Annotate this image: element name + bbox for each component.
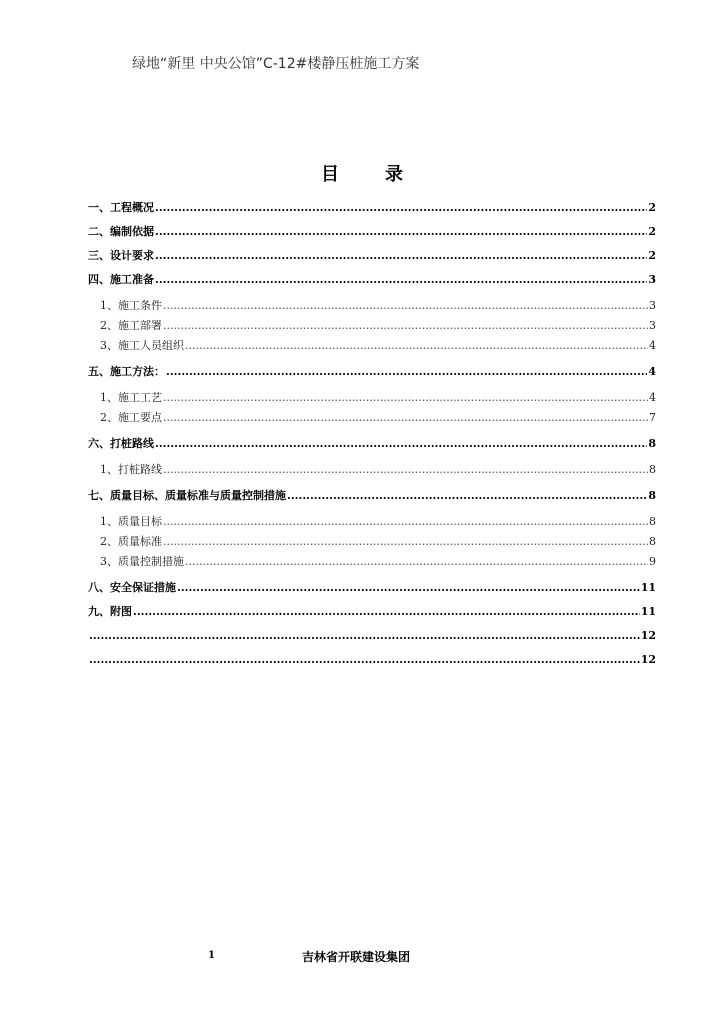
toc-entry-page: 9 <box>649 555 656 568</box>
toc-entry-page: 2 <box>648 201 656 214</box>
toc-entry-page: 11 <box>640 605 656 618</box>
toc-leader-dots <box>163 296 648 316</box>
toc-entry[interactable] <box>88 648 656 672</box>
toc-subentry[interactable] <box>88 460 656 480</box>
toc-entry-page: 8 <box>648 437 656 450</box>
toc-entry-label: 2、施工部署 <box>100 319 162 332</box>
toc-leader-dots <box>133 600 640 624</box>
toc-entry-label: 1、质量目标 <box>100 515 162 528</box>
toc-subentry[interactable] <box>88 336 656 356</box>
toc-entry[interactable] <box>88 432 656 456</box>
toc-entry[interactable] <box>88 576 656 600</box>
toc-entry[interactable] <box>88 220 656 244</box>
toc-subentry[interactable] <box>88 532 656 552</box>
toc-entry[interactable] <box>88 360 656 384</box>
toc-entry-label: 四、施工准备 <box>88 273 154 286</box>
toc-entry-label: 3、施工人员组织 <box>100 339 184 352</box>
toc-leader-dots <box>163 408 648 428</box>
toc-entry[interactable] <box>88 624 656 648</box>
toc-entry-page: 12 <box>640 653 656 666</box>
toc-leader-dots <box>163 316 648 336</box>
toc-subentry[interactable] <box>88 296 656 316</box>
toc-entry-label: 九、附图 <box>88 605 132 618</box>
toc-entry-label: 1、施工工艺 <box>100 391 162 404</box>
toc-entry-label: 2、质量标准 <box>100 535 162 548</box>
toc-leader-dots <box>185 336 648 356</box>
toc-entry[interactable] <box>88 484 656 508</box>
toc-heading <box>0 160 724 186</box>
toc-entry-page: 8 <box>648 489 656 502</box>
toc-entry-page: 8 <box>649 535 656 548</box>
toc-leader-dots <box>163 512 648 532</box>
toc-leader-dots <box>155 196 647 220</box>
table-of-contents <box>88 196 656 672</box>
toc-entry[interactable] <box>88 268 656 292</box>
toc-entry-page: 11 <box>640 581 656 594</box>
toc-leader-dots <box>155 220 647 244</box>
toc-subentry[interactable] <box>88 552 656 572</box>
toc-subentry[interactable] <box>88 316 656 336</box>
toc-entry-page: 3 <box>648 273 656 286</box>
toc-entry-label: 三、设计要求 <box>88 249 154 262</box>
toc-leader-dots <box>287 484 647 508</box>
toc-entry-label: 3、质量控制措施 <box>100 555 184 568</box>
toc-entry-label: 2、施工要点 <box>100 411 162 424</box>
toc-entry-page: 4 <box>649 339 656 352</box>
toc-heading-char-2: 录 <box>385 164 403 185</box>
toc-leader-dots <box>89 624 640 648</box>
toc-leader-dots <box>163 388 648 408</box>
toc-entry-page: 4 <box>648 365 656 378</box>
toc-entry-page: 12 <box>640 629 656 642</box>
toc-entry-label: 七、质量目标、质量标准与质量控制措施 <box>88 489 286 502</box>
toc-subentry[interactable] <box>88 512 656 532</box>
footer-company-name: 吉林省开联建设集团 <box>302 950 411 964</box>
toc-entry-label: 五、施工方法： <box>88 365 165 378</box>
toc-entry-page: 7 <box>649 411 656 424</box>
toc-entry-label: 1、打桩路线 <box>100 463 162 476</box>
toc-leader-dots <box>177 576 640 600</box>
toc-leader-dots <box>163 532 648 552</box>
toc-entry-page: 8 <box>649 463 656 476</box>
toc-entry-page: 3 <box>649 299 656 312</box>
toc-leader-dots <box>185 552 648 572</box>
toc-entry-label: 1、施工条件 <box>100 299 162 312</box>
toc-entry-page: 4 <box>649 391 656 404</box>
page-footer <box>0 950 724 966</box>
toc-entry-page: 2 <box>648 225 656 238</box>
toc-subentry[interactable] <box>88 388 656 408</box>
toc-entry[interactable] <box>88 196 656 220</box>
toc-entry[interactable] <box>88 244 656 268</box>
document-header-title: 绿地“新里 中央公馆”C-12#楼静压桩施工方案 <box>132 56 420 72</box>
toc-entry-label: 六、打桩路线 <box>88 437 154 450</box>
toc-subentry[interactable] <box>88 408 656 428</box>
toc-leader-dots <box>155 268 647 292</box>
toc-entry[interactable] <box>88 600 656 624</box>
toc-leader-dots <box>155 432 647 456</box>
toc-entry-label: 八、安全保证措施 <box>88 581 176 594</box>
toc-entry-label: 一、工程概况 <box>88 201 154 214</box>
toc-entry-page: 2 <box>648 249 656 262</box>
toc-leader-dots <box>155 244 647 268</box>
toc-heading-char-1: 目 <box>321 164 339 185</box>
toc-leader-dots <box>166 360 647 384</box>
toc-leader-dots <box>163 460 648 480</box>
toc-leader-dots <box>89 648 640 672</box>
toc-entry-label: 二、编制依据 <box>88 225 154 238</box>
footer-page-number: 1 <box>208 950 215 961</box>
toc-entry-page: 8 <box>649 515 656 528</box>
toc-entry-page: 3 <box>649 319 656 332</box>
